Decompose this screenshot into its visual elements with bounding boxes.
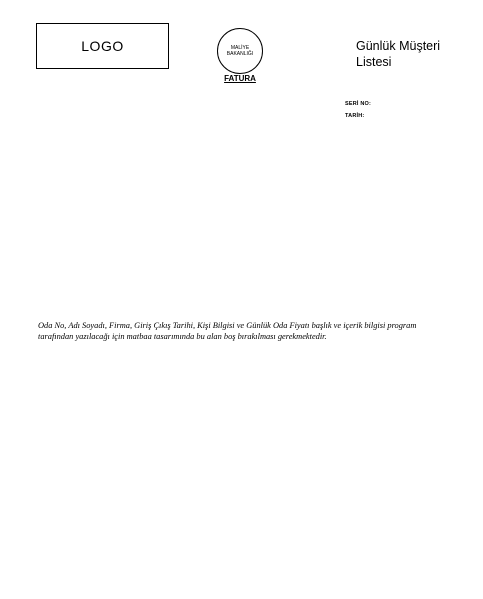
- document-title: [356, 38, 471, 70]
- seal-line-2: BAKANLIĞI: [226, 51, 254, 57]
- logo-placeholder: [36, 23, 169, 69]
- seal-line-1: MALİYE: [230, 45, 250, 51]
- date-label: TARİH:: [345, 113, 365, 119]
- print-instruction-note: Oda No, Adı Soyadı, Firma, Giriş Çıkış Tarihi, Kişi Bilgisi ve Günlük Oda Fiyatı başlık ve içerik bilgisi program tarafından yazılacağı için matbaa tasarımında bu alan boş bırakılması gerekmektedir.: [38, 321, 417, 341]
- document-title-line-2: Listesi: [356, 55, 392, 69]
- document-type-label: FATURA: [224, 74, 256, 83]
- maliye-seal: [217, 28, 263, 74]
- serial-number-label: SERİ NO:: [345, 101, 372, 107]
- logo-placeholder-text: LOGO: [81, 38, 124, 54]
- document-title-line-1: Günlük Müşteri: [356, 39, 441, 53]
